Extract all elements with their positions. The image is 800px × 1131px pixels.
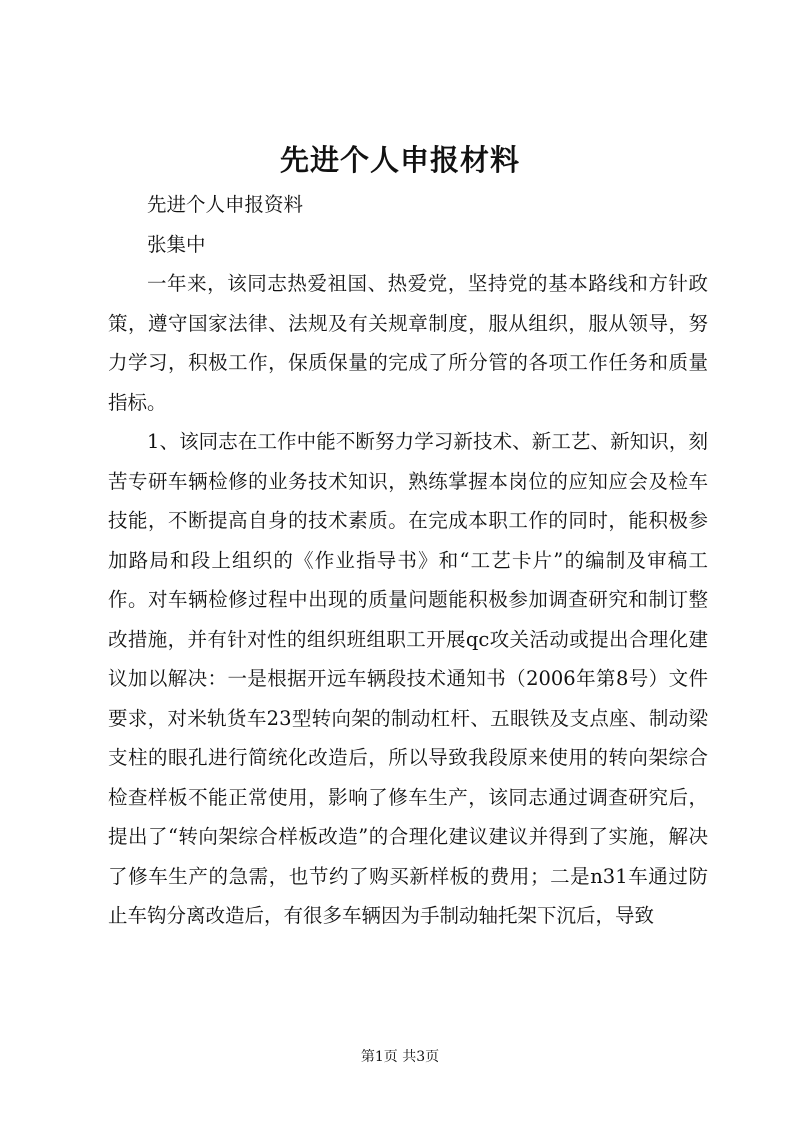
subtitle-paragraph: 先进个人申报资料 <box>147 193 304 216</box>
author-paragraph: 张集中 <box>147 232 206 256</box>
document-body <box>108 185 708 936</box>
body-paragraph: 一年来，该同志热爱祖国、热爱党，坚持党的基本路线和方针政策，遵守国家法律、法规及有关规章制度，服从组织，服从领导，努力学习，积极工作，保质保量的完成了所分管的各项工作任务和质量指标。 <box>108 272 708 414</box>
body-paragraph: 1、该同志在工作中能不断努力学习新技术、新工艺、新知识，刻苦专研车辆检修的业务技术知识，熟练掌握本岗位的应知应会及检车技能，不断提高自身的技术素质。在完成本职工作的同时，能积极参加路局和段上组织的《作业指导书》和“工艺卡片”的编制及审稿工作。对车辆检修过程中出现的质量问题能积极参加调查研究和制订整改措施，并有针对性的组织班组职工开展qc攻关活动或提出合理化建议加以解决：一是根据开远车辆段技术通知书（2006年第8号）文件要求，对米轨货车23型转向架的制动杠杆、五眼铁及支点座、制动梁支柱的眼孔进行简统化改造后，所以导致我段原来使用的转向架综合检查样板不能正常使用，影响了修车生产，该同志通过调查研究后，提出了“转向架综合样板改造”的合理化建议建议并得到了实施，解决了修车生产的急需，也节约了购买新样板的费用；二是n31车通过防止车钩分离改造后，有很多车辆因为手制动轴托架下沉后，导致 <box>108 430 708 927</box>
document-title: 先进个人申报材料 <box>279 143 520 177</box>
page-footer: 第1页 共3页 <box>360 1049 440 1065</box>
